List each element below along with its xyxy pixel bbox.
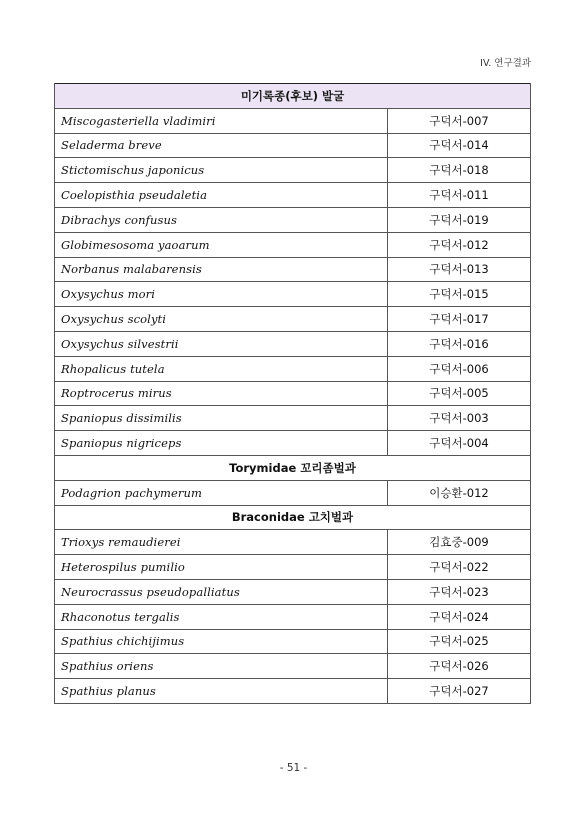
section-header-row bbox=[55, 84, 531, 109]
species-name-cell: Oxysychus silvestrii bbox=[55, 331, 388, 356]
section-title: Torymidae 꼬리좀벌과 bbox=[55, 455, 531, 480]
table-row bbox=[55, 406, 531, 431]
species-name-cell: Norbanus malabarensis bbox=[55, 257, 388, 282]
table-row bbox=[55, 356, 531, 381]
species-name-cell: Dibrachys confusus bbox=[55, 207, 388, 232]
specimen-code-cell: 김효중-009 bbox=[388, 530, 531, 555]
specimen-code-cell: 구덕서-012 bbox=[388, 232, 531, 257]
species-name-cell: Neurocrassus pseudopalliatus bbox=[55, 579, 388, 604]
species-name-cell: Roptrocerus mirus bbox=[55, 381, 388, 406]
specimen-code-cell: 구덕서-003 bbox=[388, 406, 531, 431]
specimen-code-cell: 구덕서-011 bbox=[388, 183, 531, 208]
table-row bbox=[55, 257, 531, 282]
table-row bbox=[55, 431, 531, 456]
specimen-code-cell: 구덕서-023 bbox=[388, 579, 531, 604]
section-header-row bbox=[55, 505, 531, 530]
specimen-code-cell: 구덕서-027 bbox=[388, 679, 531, 704]
specimen-code-cell: 구덕서-018 bbox=[388, 158, 531, 183]
table-row bbox=[55, 654, 531, 679]
section-title: Braconidae 고치벌과 bbox=[55, 505, 531, 530]
table-row bbox=[55, 282, 531, 307]
table-row bbox=[55, 381, 531, 406]
table-row bbox=[55, 480, 531, 505]
specimen-code-cell: 구덕서-016 bbox=[388, 331, 531, 356]
species-name-cell: Rhopalicus tutela bbox=[55, 356, 388, 381]
table-row bbox=[55, 604, 531, 629]
specimen-code-cell: 구덕서-014 bbox=[388, 133, 531, 158]
specimen-code-cell: 구덕서-017 bbox=[388, 307, 531, 332]
specimen-code-cell: 구덕서-022 bbox=[388, 555, 531, 580]
table-row bbox=[55, 579, 531, 604]
specimen-code-cell: 구덕서-026 bbox=[388, 654, 531, 679]
table-row bbox=[55, 331, 531, 356]
species-table-body bbox=[55, 84, 531, 704]
specimen-code-cell: 구덕서-006 bbox=[388, 356, 531, 381]
table-row bbox=[55, 108, 531, 133]
specimen-code-cell: 구덕서-004 bbox=[388, 431, 531, 456]
species-name-cell: Miscogasteriella vladimiri bbox=[55, 108, 388, 133]
table-row bbox=[55, 158, 531, 183]
specimen-code-cell: 구덕서-019 bbox=[388, 207, 531, 232]
table-row bbox=[55, 530, 531, 555]
species-name-cell: Podagrion pachymerum bbox=[55, 480, 388, 505]
table-row bbox=[55, 629, 531, 654]
species-name-cell: Spathius chichijimus bbox=[55, 629, 388, 654]
table-row bbox=[55, 679, 531, 704]
species-name-cell: Coelopisthia pseudaletia bbox=[55, 183, 388, 208]
species-name-cell: Seladerma breve bbox=[55, 133, 388, 158]
species-name-cell: Stictomischus japonicus bbox=[55, 158, 388, 183]
table-row bbox=[55, 133, 531, 158]
specimen-code-cell: 구덕서-013 bbox=[388, 257, 531, 282]
species-name-cell: Globimesosoma yaoarum bbox=[55, 232, 388, 257]
specimen-code-cell: 구덕서-025 bbox=[388, 629, 531, 654]
species-name-cell: Trioxys remaudierei bbox=[55, 530, 388, 555]
specimen-code-cell: 구덕서-015 bbox=[388, 282, 531, 307]
table-row bbox=[55, 183, 531, 208]
table-row bbox=[55, 555, 531, 580]
species-table bbox=[54, 83, 531, 704]
table-row bbox=[55, 207, 531, 232]
species-name-cell: Spaniopus dissimilis bbox=[55, 406, 388, 431]
page-number: - 51 - bbox=[279, 762, 308, 774]
specimen-code-cell: 구덕서-005 bbox=[388, 381, 531, 406]
species-name-cell: Heterospilus pumilio bbox=[55, 555, 388, 580]
specimen-code-cell: 구덕서-024 bbox=[388, 604, 531, 629]
species-name-cell: Spathius oriens bbox=[55, 654, 388, 679]
species-name-cell: Oxysychus mori bbox=[55, 282, 388, 307]
species-name-cell: Oxysychus scolyti bbox=[55, 307, 388, 332]
running-header: IV. 연구결과 bbox=[480, 58, 531, 69]
specimen-code-cell: 이승환-012 bbox=[388, 480, 531, 505]
table-row bbox=[55, 307, 531, 332]
section-title: 미기록종(후보) 발굴 bbox=[55, 84, 531, 109]
table-row bbox=[55, 232, 531, 257]
section-header-row bbox=[55, 455, 531, 480]
species-name-cell: Spathius planus bbox=[55, 679, 388, 704]
species-name-cell: Rhaconotus tergalis bbox=[55, 604, 388, 629]
species-table-container bbox=[54, 83, 530, 704]
species-name-cell: Spaniopus nigriceps bbox=[55, 431, 388, 456]
specimen-code-cell: 구덕서-007 bbox=[388, 108, 531, 133]
